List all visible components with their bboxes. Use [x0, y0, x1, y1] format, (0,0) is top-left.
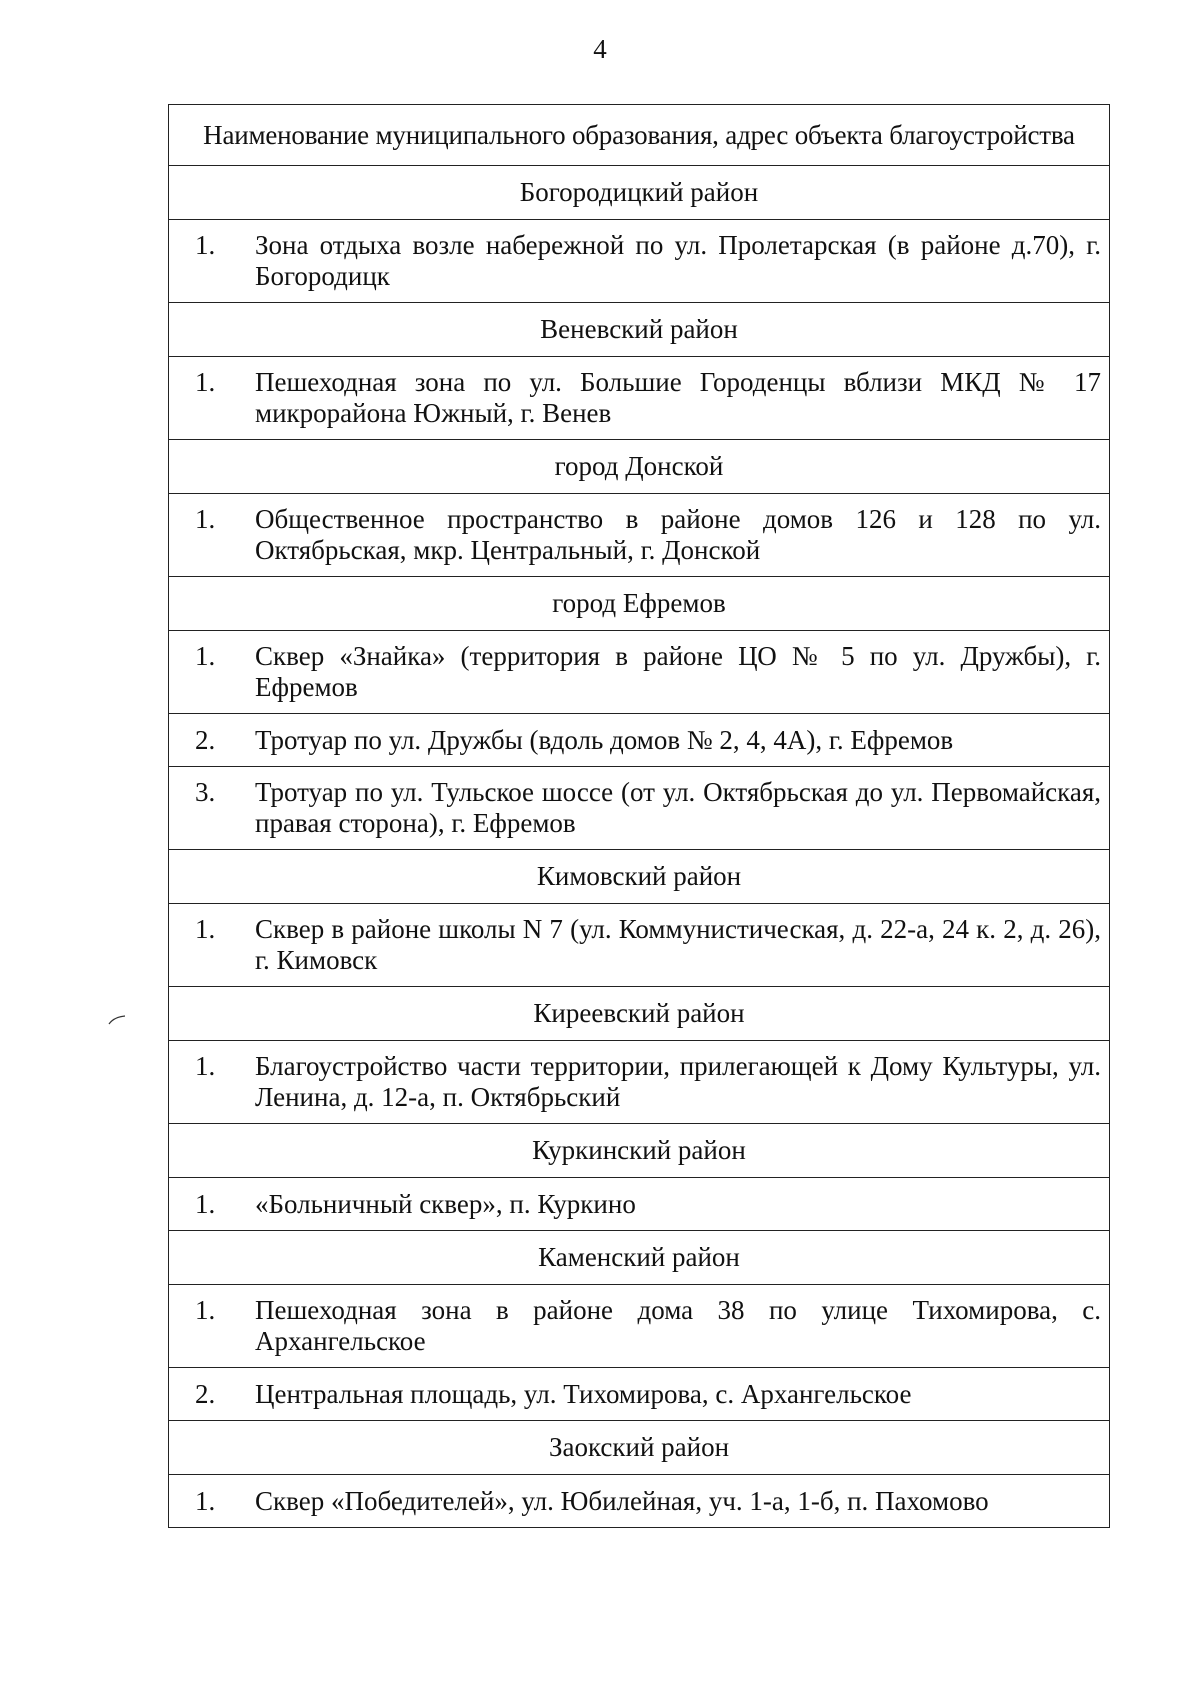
item-address: Сквер в районе школы N 7 (ул. Коммунистическая, д. 22-а, 24 к. 2, д. 26), г. Кимовск: [255, 914, 1101, 975]
item-number: 1.: [195, 914, 216, 944]
table-row: [169, 1041, 1110, 1124]
district-name: город Ефремов: [169, 577, 1110, 631]
table-header-cell: Наименование муниципального образования, адрес объекта благоустройства: [169, 105, 1110, 166]
item-number: 1.: [195, 1295, 216, 1325]
page-number: 4: [593, 34, 607, 64]
district-name: Каменский район: [169, 1231, 1110, 1285]
table-row: [169, 904, 1110, 987]
item-address: Центральная площадь, ул. Тихомирова, с. Архангельское: [255, 1378, 912, 1409]
district-row: [169, 1231, 1110, 1285]
district-name: город Донской: [169, 440, 1110, 494]
district-name: Кимовский район: [169, 850, 1110, 904]
item-address: Пешеходная зона по ул. Большие Городенцы вблизи МКД № 17 микрорайона Южный, г. Венев: [255, 367, 1101, 428]
item-number: 2.: [195, 1378, 216, 1409]
item-number: 3.: [195, 777, 216, 807]
item-address: Благоустройство части территории, прилегающей к Дому Культуры, ул. Ленина, д. 12-а, п. Октябрьский: [255, 1051, 1101, 1112]
district-name: Заокский район: [169, 1421, 1110, 1475]
item-address: Тротуар по ул. Дружбы (вдоль домов № 2, 4, 4А), г. Ефремов: [255, 724, 954, 755]
item-address: «Больничный сквер», п. Куркино: [255, 1188, 636, 1219]
table-row: [169, 767, 1110, 850]
item-number: 2.: [195, 724, 216, 755]
item-number: 1.: [195, 1485, 216, 1516]
item-address: Сквер «Знайка» (территория в районе ЦО № 5 по ул. Дружбы), г. Ефремов: [255, 641, 1101, 702]
item-address: Общественное пространство в районе домов 126 и 128 по ул. Октябрьская, мкр. Центральный, г. Донской: [255, 504, 1101, 565]
scan-artifact-mark: [108, 1015, 126, 1025]
objects-table: [168, 104, 1110, 1528]
item-address: Сквер «Победителей», ул. Юбилейная, уч. 1-а, 1-б, п. Пахомово: [255, 1485, 989, 1516]
table-row: [169, 714, 1110, 767]
table-row: [169, 631, 1110, 714]
table-row: [169, 494, 1110, 577]
district-name: Веневский район: [169, 303, 1110, 357]
district-row: [169, 577, 1110, 631]
district-row: [169, 166, 1110, 220]
item-address: Тротуар по ул. Тульское шоссе (от ул. Октябрьская до ул. Первомайская, правая сторона), г. Ефремов: [255, 777, 1101, 838]
table-row: [169, 1178, 1110, 1231]
item-number: 1.: [195, 230, 216, 260]
item-number: 1.: [195, 504, 216, 534]
item-number: 1.: [195, 1188, 216, 1219]
district-row: [169, 987, 1110, 1041]
item-address: Пешеходная зона в районе дома 38 по улице Тихомирова, с. Архангельское: [255, 1295, 1101, 1356]
district-name: Богородицкий район: [169, 166, 1110, 220]
district-row: [169, 1124, 1110, 1178]
item-address: Зона отдыха возле набережной по ул. Пролетарская (в районе д.70), г. Богородицк: [255, 230, 1101, 291]
table-header-row: [169, 105, 1110, 166]
district-row: [169, 440, 1110, 494]
item-number: 1.: [195, 1051, 216, 1081]
item-number: 1.: [195, 367, 216, 397]
district-name: Куркинский район: [169, 1124, 1110, 1178]
table-row: [169, 220, 1110, 303]
district-row: [169, 303, 1110, 357]
table-row: [169, 1368, 1110, 1421]
district-row: [169, 850, 1110, 904]
district-row: [169, 1421, 1110, 1475]
table-row: [169, 357, 1110, 440]
table-row: [169, 1285, 1110, 1368]
item-number: 1.: [195, 641, 216, 671]
table-row: [169, 1475, 1110, 1528]
district-name: Киреевский район: [169, 987, 1110, 1041]
